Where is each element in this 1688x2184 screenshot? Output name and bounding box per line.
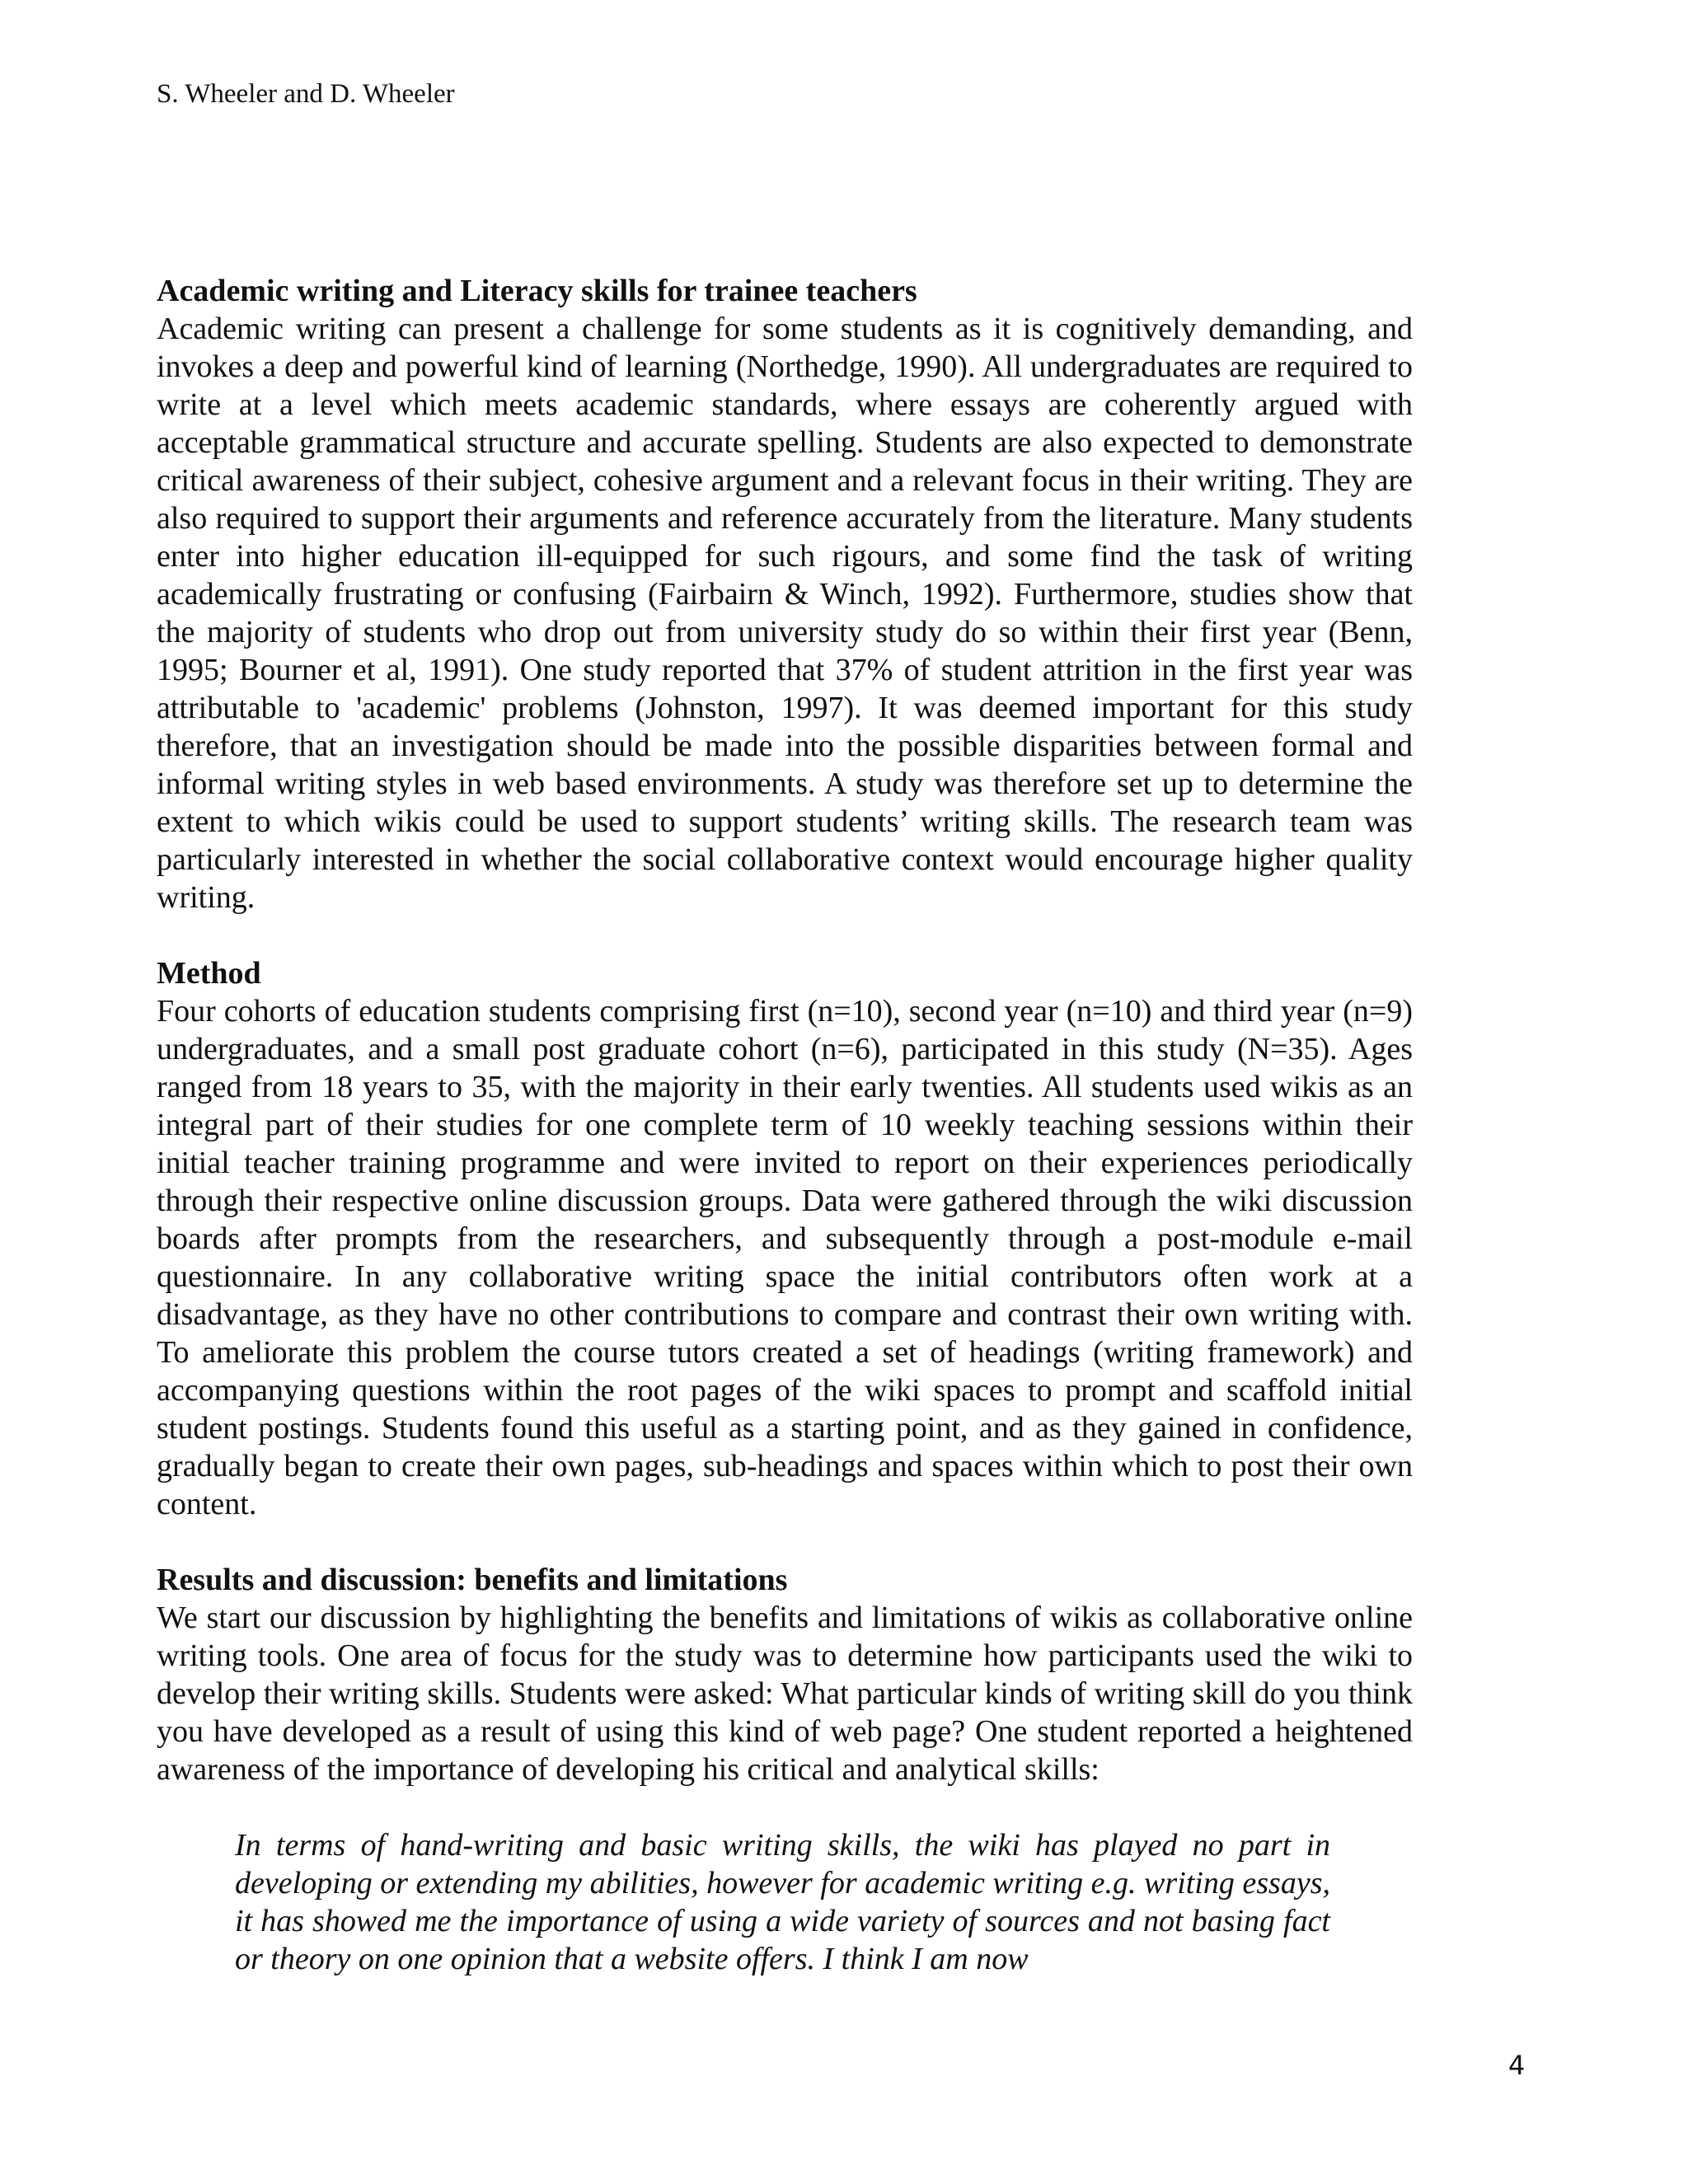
section-gap [157, 916, 1413, 954]
section-heading-academic-writing: Academic writing and Literacy skills for trainee teachers [157, 274, 917, 308]
article-body [157, 272, 1413, 1978]
section-gap [157, 1523, 1413, 1561]
section-heading-method: Method [157, 956, 261, 991]
running-head: S. Wheeler and D. Wheeler [157, 79, 455, 109]
section-heading-results: Results and discussion: benefits and limitations [157, 1563, 788, 1597]
student-quote: In terms of hand-writing and basic writing skills, the wiki has played no part in developing or extending my abilities, however for academic writing e.g. writing essays, it has showed me the importance of using a wide variety of sources and not basing fact or theory on one opinion that a website offers. I think I am now [235, 1828, 1330, 1976]
paragraph-results: We start our discussion by highlighting the benefits and limitations of wikis as collaborative online writing tools. One area of focus for the study was to determine how participants used the wiki to develop their writing skills. Students were asked: What particular kinds of writing skill do you think you have developed as a result of using this kind of web page? One student reported a heightened awareness of the importance of developing his critical and analytical skills: [157, 1601, 1413, 1787]
page-number: 4 [1508, 2050, 1526, 2081]
paragraph-academic-writing: Academic writing can present a challenge for some students as it is cognitively demanding, and invokes a deep and powerful kind of learning (Northedge, 1990). All undergraduates are required to write at a level which meets academic standards, where essays are coherently argued with acceptable grammatical structure and accurate spelling. Students are also expected to demonstrate critical awareness of their subject, cohesive argument and a relevant focus in their writing. They are also required to support their arguments and reference accurately from the literature. Many students enter into higher education ill-equipped for such rigours, and some find the task of writing academically frustrating or confusing (Fairbairn & Winch, 1992). Furthermore, studies show that the majority of students who drop out from university study do so within their first year (Benn, 1995; Bourner et al, 1991). One study reported that 37% of student attrition in the first year was attributable to 'academic' problems (Johnston, 1997). It was deemed important for this study therefore, that an investigation should be made into the possible disparities between formal and informal writing styles in web based environments. A study was therefore set up to determine the extent to which wikis could be used to support students’ writing skills. The research team was particularly interested in whether the social collaborative context would encourage higher quality writing. [157, 312, 1413, 915]
paragraph-method: Four cohorts of education students comprising first (n=10), second year (n=10) and third year (n=9) undergraduates, and a small post graduate cohort (n=6), participated in this study (N=35). Ages ranged from 18 years to 35, with the majority in their early twenties. All students used wikis as an integral part of their studies for one complete term of 10 weekly teaching sessions within their initial teacher training programme and were invited to report on their experiences periodically through their respective online discussion groups. Data were gathered through the wiki discussion boards after prompts from the researchers, and subsequently through a post-module e-mail questionnaire. In any collaborative writing space the initial contributors often work at a disadvantage, as they have no other contributions to compare and contrast their own writing with. To ameliorate this problem the course tutors created a set of headings (writing framework) and accompanying questions within the root pages of the wiki spaces to prompt and scaffold initial student postings. Students found this useful as a starting point, and as they gained in confidence, gradually began to create their own pages, sub-headings and spaces within which to post their own content. [157, 994, 1413, 1521]
